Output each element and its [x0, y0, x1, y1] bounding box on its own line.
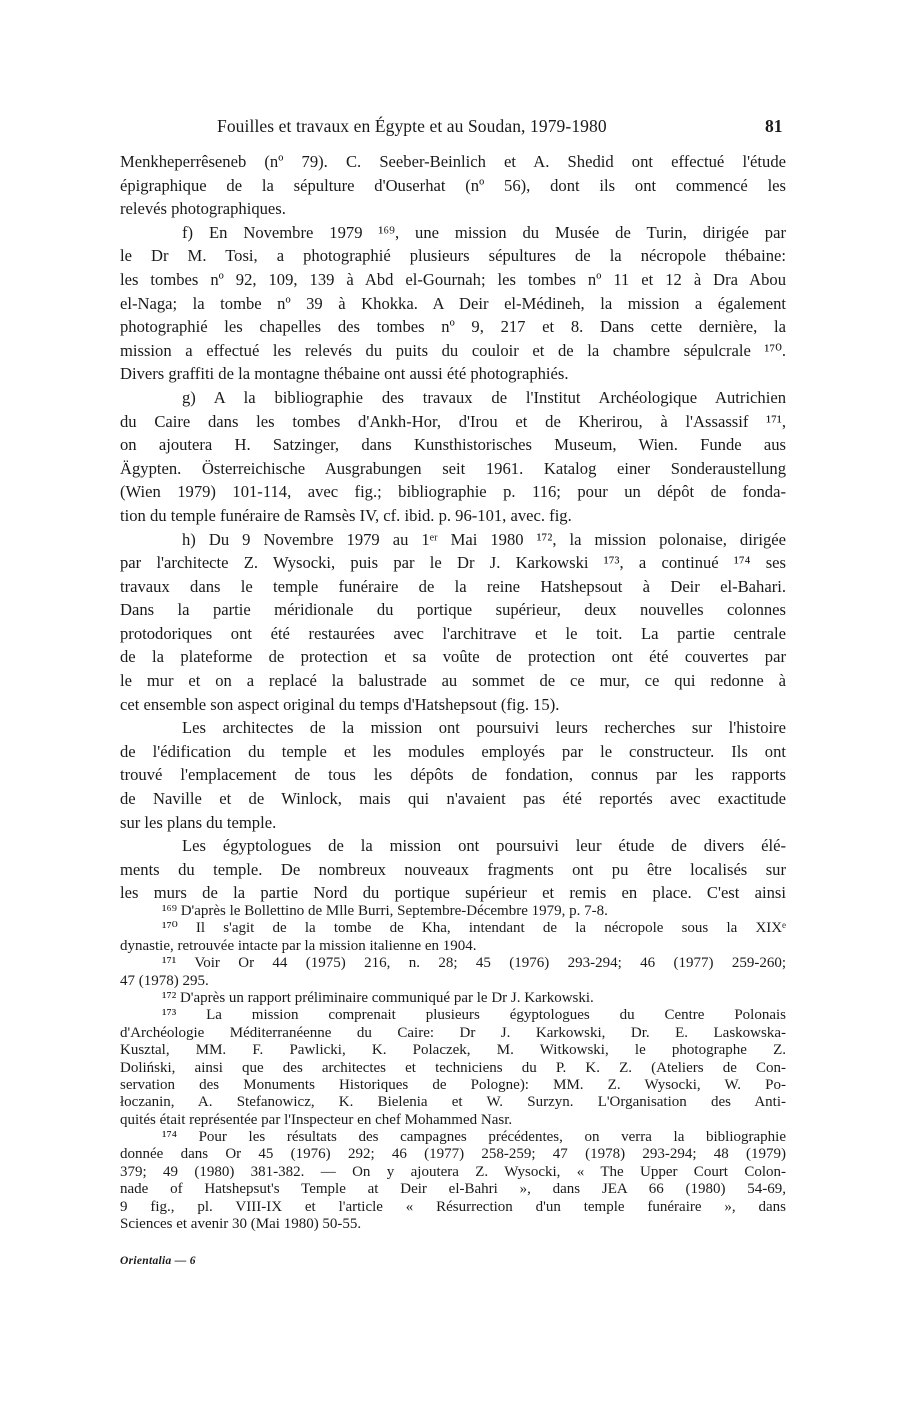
body-line: ments du temple. De nombreux nouveaux fragments ont pu être localisés sur: [120, 859, 786, 879]
body-line: trouvé l'emplacement de tous les dépôts de fondation, connus par les rapports: [120, 765, 786, 785]
footnotes: [120, 903, 786, 1233]
footnote-line: 379; 49 (1980) 381-382. — On y ajoutera Z. Wysocki, « The Upper Court Colon-: [120, 1163, 786, 1180]
body-line: du Caire dans les tombes d'Ankh-Hor, d'Irou et de Kherirou, à l'Assassif ¹⁷¹,: [120, 411, 786, 431]
footnote-line: servation des Monuments Historiques de Pologne): MM. Z. Wysocki, W. Po-: [120, 1076, 786, 1093]
footnote-line: Kusztal, MM. F. Pawlicki, K. Polaczek, M. Witkowski, le photographe Z.: [120, 1042, 786, 1059]
footnote-line: nade of Hatshepsut's Temple at Deir el-Bahri », dans JEA 66 (1980) 54-69,: [120, 1181, 786, 1198]
body-line: par l'architecte Z. Wysocki, puis par le Dr J. Karkowski ¹⁷³, a continué ¹⁷⁴ ses: [120, 553, 786, 573]
body-line: f) En Novembre 1979 ¹⁶⁹, une mission du Musée de Turin, dirigée par: [182, 222, 786, 242]
body-line: les tombes nº 92, 109, 139 à Abd el-Gournah; les tombes nº 11 et 12 à Dra Abou: [120, 269, 786, 289]
body-line: tion du temple funéraire de Ramsès IV, cf. ibid. p. 96-101, avec. fig.: [120, 505, 572, 525]
body-line: el-Naga; la tombe nº 39 à Khokka. A Deir el-Médineh, la mission a également: [120, 293, 786, 313]
footnote-line: łoczanin, A. Stefanowicz, K. Bielenia et W. Surzyn. L'Organisation des Anti-: [120, 1094, 786, 1111]
body-line: les murs de la partie Nord du portique supérieur et remis en place. C'est ainsi: [120, 883, 786, 903]
body-line: Dans la partie méridionale du portique supérieur, deux nouvelles colonnes: [120, 600, 786, 620]
body-line: protodoriques ont été restaurées avec l'architrave et le toit. La partie centrale: [120, 623, 786, 643]
footer-signature: Orientalia — 6: [120, 1255, 196, 1267]
running-header: Fouilles et travaux en Égypte et au Soudan, 1979-1980: [217, 116, 607, 136]
footnote-line: ¹⁷⁰ Il s'agit de la tombe de Kha, intendant de la nécropole sous la XIXᵉ: [162, 920, 786, 937]
body-line: h) Du 9 Novembre 1979 au 1ᵉʳ Mai 1980 ¹⁷², la mission polonaise, dirigée: [182, 529, 786, 549]
body-text: [120, 150, 786, 905]
body-line: Menkheperrêseneb (nº 79). C. Seeber-Beinlich et A. Shedid ont effectué l'étude: [120, 152, 786, 171]
page-number: 81: [765, 116, 783, 136]
body-line: mission a effectué les relevés du puits du couloir et de la chambre sépulcrale ¹⁷⁰.: [120, 340, 786, 360]
footnote-line: ¹⁶⁹ D'après le Bollettino de Mlle Burri, Septembre-Décembre 1979, p. 7-8.: [162, 903, 608, 919]
footnote-line: quités était représentée par l'Inspecteur en chef Mohammed Nasr.: [120, 1111, 513, 1128]
body-line: épigraphique de la sépulture d'Ouserhat (nº 56), dont ils ont commencé les: [120, 175, 786, 195]
body-line: Ägypten. Österreichische Ausgrabungen seit 1961. Katalog einer Sonderaustellung: [120, 458, 786, 478]
body-line: cet ensemble son aspect original du temps d'Hatshepsout (fig. 15).: [120, 694, 560, 714]
footnote-line: ¹⁷⁴ Pour les résultats des campagnes précédentes, on verra la bibliographie: [162, 1129, 786, 1146]
body-line: travaux dans le temple funéraire de la reine Hatshepsout à Deir el-Bahari.: [120, 576, 786, 596]
body-line: on ajoutera H. Satzinger, dans Kunsthistorisches Museum, Wien. Funde aus: [120, 435, 786, 455]
footnote-line: ¹⁷³ La mission comprenait plusieurs égyptologues du Centre Polonais: [162, 1007, 786, 1024]
body-line: de la plateforme de protection et sa voûte de protection ont été couvertes par: [120, 647, 786, 667]
body-line: Divers graffiti de la montagne thébaine ont aussi été photographiés.: [120, 364, 569, 384]
body-line: (Wien 1979) 101-114, avec fig.; bibliographie p. 116; pour un dépôt de fonda-: [120, 482, 786, 502]
footnote-line: Sciences et avenir 30 (Mai 1980) 50-55.: [120, 1216, 362, 1233]
body-line: le Dr M. Tosi, a photographié plusieurs sépultures de la nécropole thébaine:: [120, 246, 786, 266]
footnote-line: donnée dans Or 45 (1976) 292; 46 (1977) 258-259; 47 (1978) 293-294; 48 (1979): [120, 1146, 786, 1163]
footnote-line: dynastie, retrouvée intacte par la mission italienne en 1904.: [120, 937, 477, 954]
body-line: photographié les chapelles des tombes nº 9, 217 et 8. Dans cette dernière, la: [120, 317, 786, 337]
body-line: de Naville et de Winlock, mais qui n'avaient pas été reportés avec exactitude: [120, 789, 786, 809]
body-line: Les égyptologues de la mission ont poursuivi leur étude de divers élé-: [182, 836, 786, 856]
footnote-line: ¹⁷² D'après un rapport préliminaire communiqué par le Dr J. Karkowski.: [162, 989, 594, 1006]
body-line: Les architectes de la mission ont poursuivi leurs recherches sur l'histoire: [182, 718, 786, 738]
footnote-line: 47 (1978) 295.: [120, 972, 209, 989]
body-line: g) A la bibliographie des travaux de l'Institut Archéologique Autrichien: [182, 387, 786, 407]
body-line: le mur et on a replacé la balustrade au sommet de ce mur, ce qui redonne à: [120, 671, 786, 691]
footnote-line: 9 fig., pl. VIII-IX et l'article « Résurrection d'un temple funéraire », dans: [120, 1198, 786, 1215]
body-line: relevés photographiques.: [120, 199, 286, 219]
footnote-line: d'Archéologie Méditerranéenne du Caire: Dr J. Karkowski, Dr. E. Laskowska-: [120, 1024, 786, 1041]
footnote-line: ¹⁷¹ Voir Or 44 (1975) 216, n. 28; 45 (1976) 293-294; 46 (1977) 259-260;: [162, 955, 786, 972]
footnote-line: Doliński, ainsi que des architectes et techniciens du P. K. Z. (Ateliers de Con-: [120, 1059, 786, 1076]
body-line: de l'édification du temple et les modules employés par le constructeur. Ils ont: [120, 741, 786, 761]
body-line: sur les plans du temple.: [120, 812, 277, 832]
